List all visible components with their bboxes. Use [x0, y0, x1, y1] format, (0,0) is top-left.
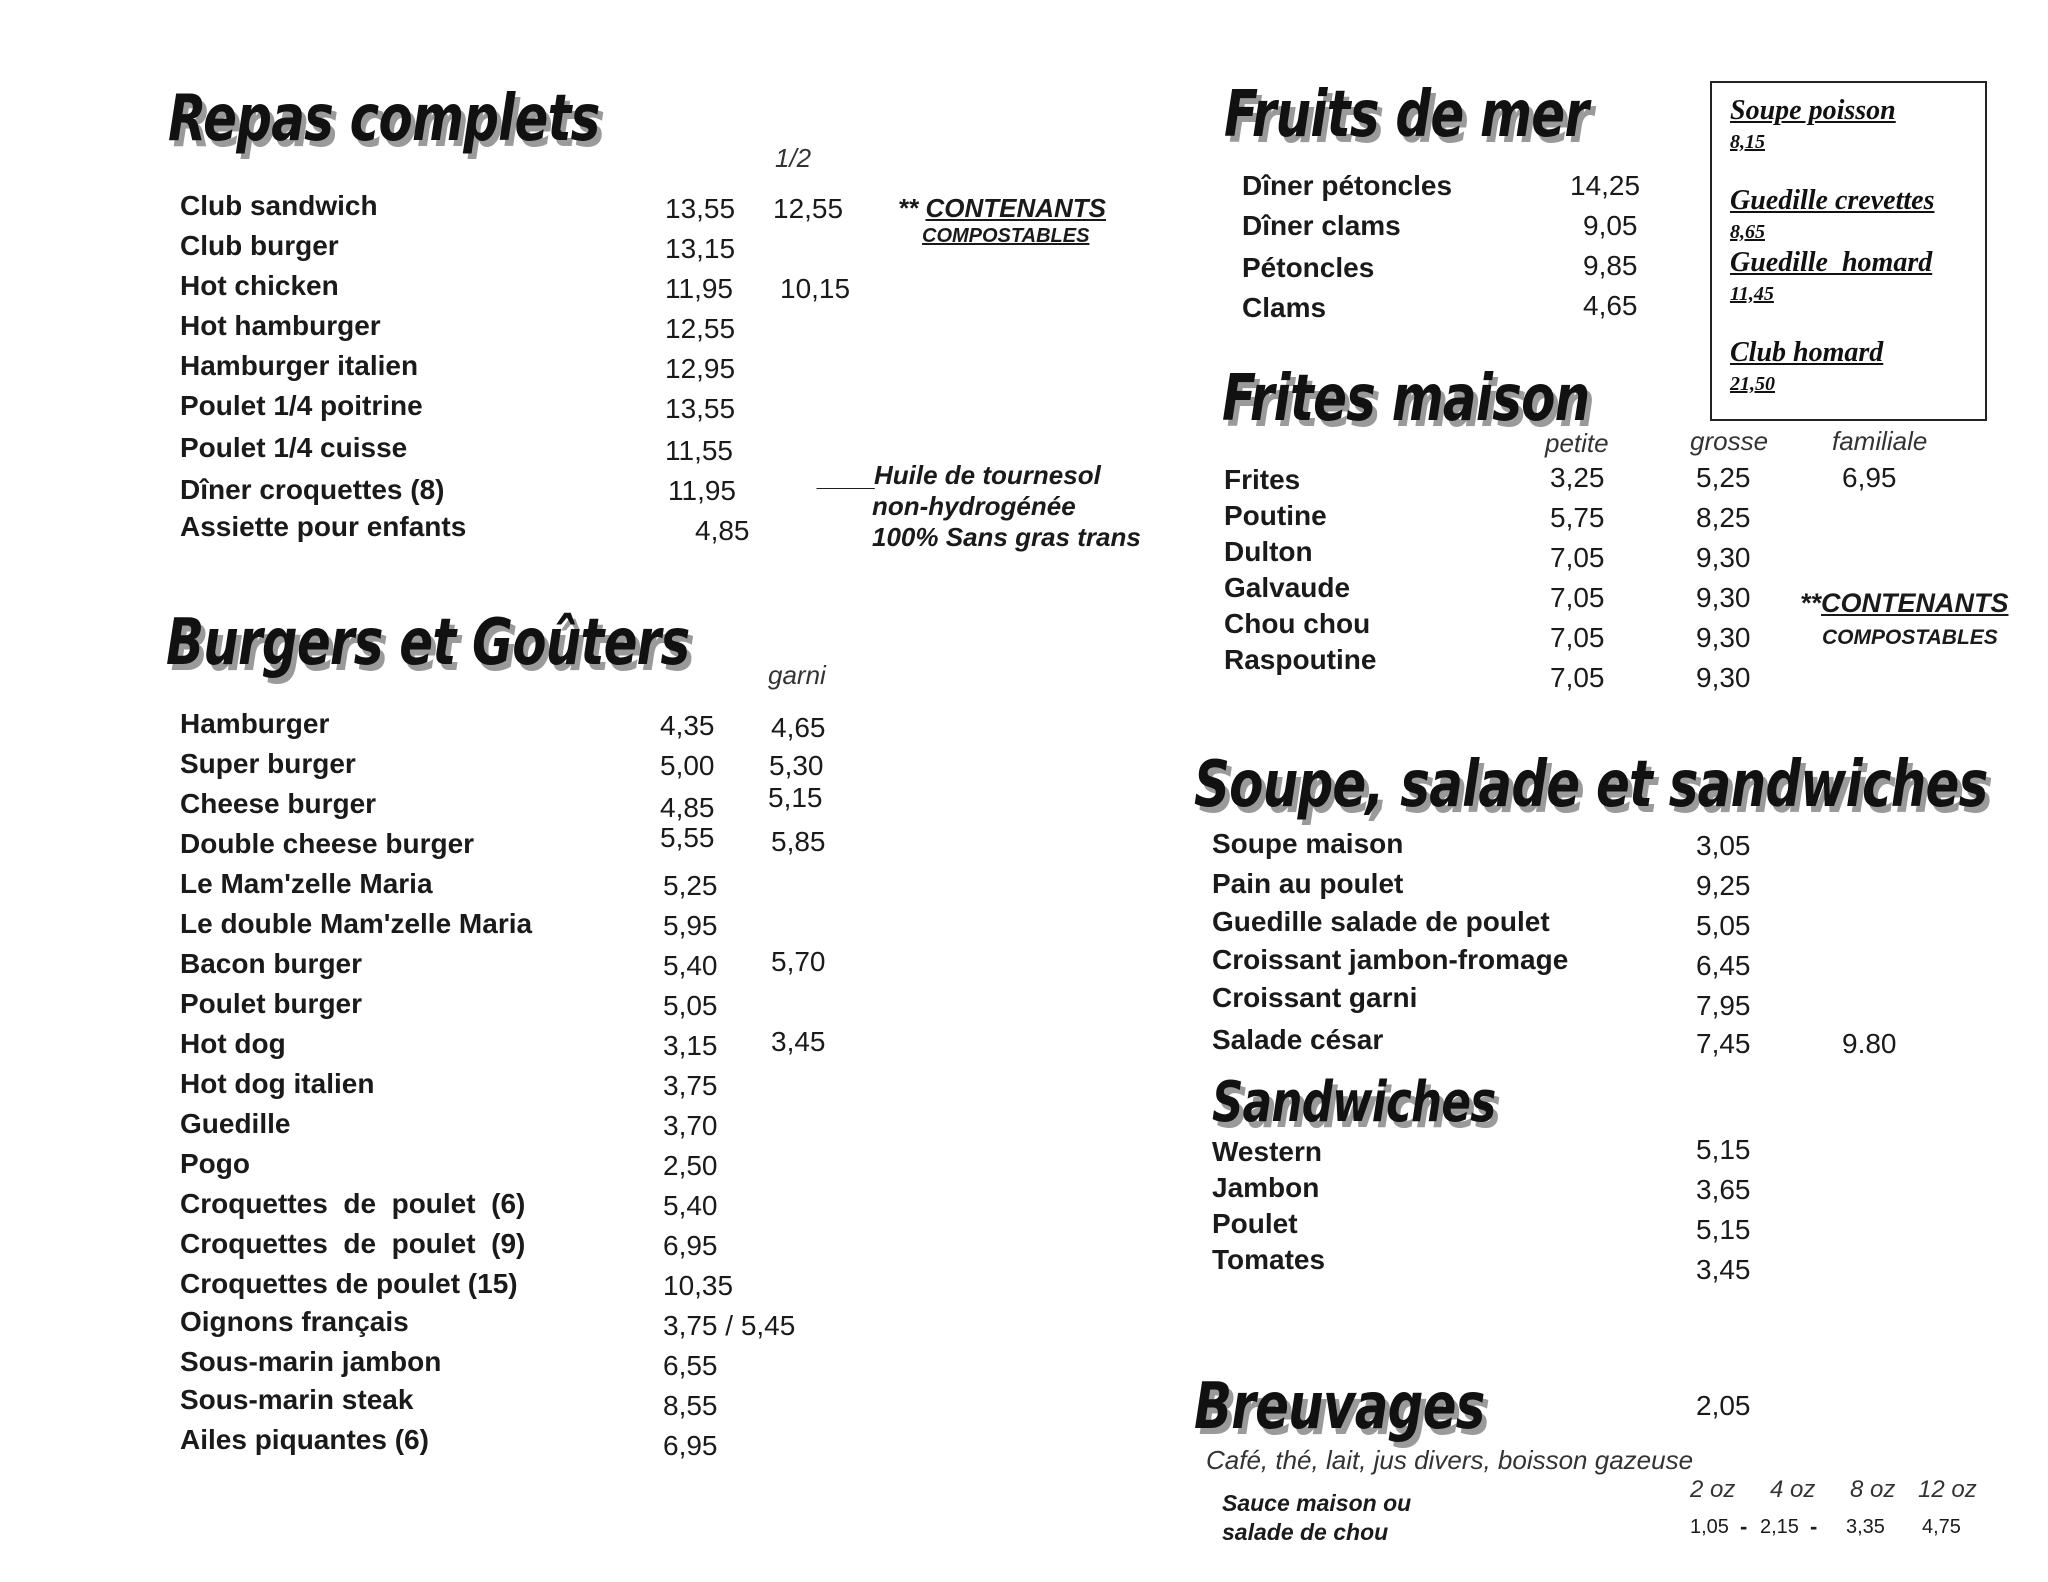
menu-item-price-petite: 7,05 [1550, 582, 1605, 613]
menu-item-name: Poulet [1212, 1208, 1298, 1239]
menu-item-price: 4,65 [1583, 290, 1638, 321]
menu-item-half-price: 12,55 [773, 193, 844, 224]
menu-item-price: 11,95 [668, 475, 736, 506]
frites-maison-heading: Frites maison [1222, 362, 1590, 436]
menu-item-half-price: 10,15 [780, 273, 851, 304]
asterisks: ** [1800, 588, 1822, 618]
menu-item-price: 6,95 [663, 1430, 718, 1461]
breuvages-description: Café, thé, lait, jus divers, boisson gazeuse [1206, 1445, 1694, 1475]
half-portion-label: 1/2 [775, 143, 812, 173]
menu-item-price-grosse: 9,30 [1696, 662, 1751, 693]
sauce-label-line: salade de chou [1222, 1519, 1389, 1545]
menu-item-price: 4,35 [660, 710, 715, 741]
huile-line: 100% Sans gras trans [872, 522, 1141, 552]
menu-item-price: 13,15 [665, 233, 736, 264]
sauce-price: 4,75 [1922, 1516, 1961, 1538]
size-header-familiale: familiale [1832, 426, 1928, 456]
sauce-size-label: 4 oz [1770, 1476, 1816, 1503]
menu-item-price: 3,45 [1696, 1254, 1751, 1285]
menu-item-name: Club burger [180, 230, 339, 261]
menu-item-price: 3,05 [1696, 830, 1751, 861]
menu-item-name: Ailes piquantes (6) [180, 1424, 429, 1455]
menu-item-garni-price: 4,65 [771, 712, 826, 743]
menu-item-price: 5,05 [663, 990, 718, 1021]
sauce-price: 3,35 [1846, 1516, 1885, 1538]
menu-item-price: 3,75 / 5,45 [663, 1310, 796, 1341]
menu-item-name: Croquettes de poulet (15) [180, 1268, 518, 1299]
burgers-heading: Burgers et Goûters [166, 606, 690, 680]
menu-item-name: Sous-marin jambon [180, 1346, 442, 1377]
menu-item-price: 11,55 [665, 435, 733, 466]
menu-item-price: 6,95 [663, 1230, 718, 1261]
menu-item-price: 5,25 [663, 870, 718, 901]
menu-item-price: 5,55 [660, 822, 715, 853]
special-item-name: Club homard [1730, 337, 1884, 368]
menu-item-name: Frites [1224, 464, 1301, 495]
contenants-label: CONTENANTS [1821, 588, 2009, 618]
menu-item-garni-price: 5,85 [771, 826, 826, 857]
fruits-de-mer-heading: Fruits de mer [1224, 78, 1589, 152]
menu-item-name: Jambon [1212, 1172, 1320, 1203]
menu-item-price: 9,85 [1583, 250, 1638, 281]
menu-item-price: 3,65 [1696, 1174, 1751, 1205]
menu-item-price: 10,35 [663, 1270, 734, 1301]
special-item-price: 21,50 [1730, 373, 1775, 395]
garni-label: garni [768, 660, 826, 690]
special-item-name: Soupe poisson [1730, 95, 1896, 126]
menu-item-name: Le double Mam'zelle Maria [180, 908, 533, 939]
menu-item-name: Le Mam'zelle Maria [180, 868, 433, 899]
menu-item-name: Super burger [180, 748, 356, 779]
menu-item-name: Hot chicken [180, 270, 339, 301]
compostables-label: COMPOSTABLES [1822, 626, 1998, 649]
menu-item-price: 5,40 [663, 950, 718, 981]
menu-item-name: Sous-marin steak [180, 1384, 414, 1415]
menu-item-price: 9,05 [1583, 210, 1638, 241]
menu-item-name: Bacon burger [180, 948, 363, 979]
menu-item-name: Poutine [1224, 500, 1327, 531]
menu-item-name: Assiette pour enfants [180, 511, 467, 542]
special-item-name: Guedille crevettes [1730, 185, 1935, 216]
sauce-size-label: 8 oz [1850, 1476, 1896, 1503]
menu-item-name: Poulet burger [180, 988, 363, 1019]
menu-item-price: 12,95 [665, 353, 736, 384]
menu-item-name: Salade césar [1212, 1024, 1384, 1055]
menu-item-price-large: 9.80 [1842, 1028, 1897, 1059]
menu-item-price: 13,55 [665, 193, 736, 224]
menu-item-price-familiale: 6,95 [1842, 462, 1897, 493]
menu-item-name: Hamburger italien [180, 350, 419, 381]
menu-item-price: 5,05 [1696, 910, 1751, 941]
special-item-price: 8,15 [1730, 131, 1765, 153]
menu-item-price: 5,95 [663, 910, 718, 941]
menu-item-name: Dîner pétoncles [1242, 170, 1453, 201]
huile-line: Huile de tournesol [874, 460, 1101, 490]
menu-item-name: Dîner croquettes (8) [180, 474, 445, 505]
huile-dash: ____ [818, 462, 876, 492]
breuvages-price: 2,05 [1696, 1390, 1751, 1421]
menu-item-price-petite: 3,25 [1550, 462, 1605, 493]
special-item-price: 11,45 [1730, 283, 1774, 305]
repas-complets-heading: Repas complets [168, 82, 600, 156]
menu-item-name: Dîner clams [1242, 210, 1401, 241]
menu-item-garni-price: 5,15 [768, 782, 823, 813]
menu-item-price: 9,25 [1696, 870, 1751, 901]
menu-item-name: Chou chou [1224, 608, 1371, 639]
menu-item-name: Poulet 1/4 poitrine [180, 390, 423, 421]
menu-item-garni-price: 5,70 [771, 946, 826, 977]
menu-item-price-petite: 7,05 [1550, 542, 1605, 573]
menu-item-name: Poulet 1/4 cuisse [180, 432, 408, 463]
menu-item-name: Western [1212, 1136, 1322, 1167]
breuvages-heading: Breuvages [1194, 1370, 1485, 1444]
menu-item-price-petite: 7,05 [1550, 622, 1605, 653]
menu-item-price: 12,55 [665, 313, 736, 344]
menu-item-garni-price: 3,45 [771, 1026, 826, 1057]
menu-item-garni-price: 5,30 [769, 750, 824, 781]
menu-item-price: 3,15 [663, 1030, 718, 1061]
menu-item-name: Club sandwich [180, 190, 378, 221]
menu-item-name: Cheese burger [180, 788, 377, 819]
menu-item-price-petite: 5,75 [1550, 502, 1605, 533]
menu-item-price: 4,85 [660, 792, 715, 823]
menu-item-name: Croissant garni [1212, 982, 1418, 1013]
menu-item-name: Clams [1242, 292, 1327, 323]
soupe-salade-heading: Soupe, salade et sandwiches [1194, 748, 1988, 822]
menu-item-price: 5,40 [663, 1190, 718, 1221]
menu-item-price: 5,00 [660, 750, 715, 781]
menu-item-name: Croissant jambon-fromage [1212, 944, 1569, 975]
menu-item-price-grosse: 9,30 [1696, 542, 1751, 573]
sauce-label-line: Sauce maison ou [1222, 1490, 1412, 1516]
menu-item-price: 8,55 [663, 1390, 718, 1421]
sandwiches-heading: Sandwiches [1212, 1070, 1496, 1135]
menu-item-name: Hot dog italien [180, 1068, 375, 1099]
size-header-grosse: grosse [1690, 426, 1769, 456]
sauce-price-separator: - [1740, 1514, 1748, 1539]
menu-item-name: Oignons français [180, 1306, 409, 1337]
sauce-price: 2,15 [1760, 1516, 1799, 1538]
sauce-size-label: 12 oz [1918, 1476, 1977, 1503]
menu-item-name: Hamburger [180, 708, 330, 739]
menu-item-name: Guedille [180, 1108, 291, 1139]
menu-item-price: 4,85 [695, 515, 750, 546]
huile-line: non-hydrogénée [872, 491, 1076, 521]
menu-item-name: Soupe maison [1212, 828, 1404, 859]
contenants-label: CONTENANTS [925, 193, 1107, 223]
menu-item-price: 3,75 [663, 1070, 718, 1101]
menu-item-name: Galvaude [1224, 572, 1351, 603]
menu-item-price: 3,70 [663, 1110, 718, 1141]
menu-item-price-grosse: 8,25 [1696, 502, 1751, 533]
size-header-petite: petite [1545, 428, 1609, 458]
menu-item-price: 6,55 [663, 1350, 718, 1381]
menu-item-name: Croquettes de poulet (9) [180, 1228, 526, 1259]
menu-item-price: 13,55 [665, 393, 736, 424]
menu-item-price: 14,25 [1570, 170, 1641, 201]
menu-item-price-grosse: 9,30 [1696, 582, 1751, 613]
menu-item-price: 2,50 [663, 1150, 718, 1181]
menu-item-name: Guedille salade de poulet [1212, 906, 1550, 937]
menu-item-price-grosse: 5,25 [1696, 462, 1751, 493]
menu-item-name: Double cheese burger [180, 828, 475, 859]
menu-item-price: 7,95 [1696, 990, 1751, 1021]
menu-item-price: 11,95 [665, 273, 733, 304]
menu-item-price: 5,15 [1696, 1134, 1751, 1165]
menu-item-name: Croquettes de poulet (6) [180, 1188, 526, 1219]
menu-item-name: Pétoncles [1242, 252, 1375, 283]
specials-box [1710, 81, 1987, 421]
menu-item-price-petite: 7,05 [1550, 662, 1605, 693]
menu-item-name: Pain au poulet [1212, 868, 1404, 899]
menu-item-price-grosse: 9,30 [1696, 622, 1751, 653]
menu-item-price: 5,15 [1696, 1214, 1751, 1245]
sauce-size-label: 2 oz [1690, 1476, 1736, 1503]
menu-item-name: Hot hamburger [180, 310, 381, 341]
menu-item-price: 7,45 [1696, 1028, 1751, 1059]
compostables-label: COMPOSTABLES [922, 225, 1090, 247]
menu-item-name: Hot dog [180, 1028, 286, 1059]
special-item-price: 8,65 [1730, 221, 1765, 243]
special-item-name: Guedille homard [1730, 247, 1933, 278]
asterisks: ** [898, 193, 926, 223]
menu-item-name: Tomates [1212, 1244, 1326, 1275]
sauce-price-separator: - [1810, 1514, 1818, 1539]
menu-item-price: 6,45 [1696, 950, 1751, 981]
menu-item-name: Pogo [180, 1148, 250, 1179]
menu-item-name: Raspoutine [1224, 644, 1377, 675]
sauce-price: 1,05 [1690, 1516, 1729, 1538]
menu-item-name: Dulton [1224, 536, 1313, 567]
